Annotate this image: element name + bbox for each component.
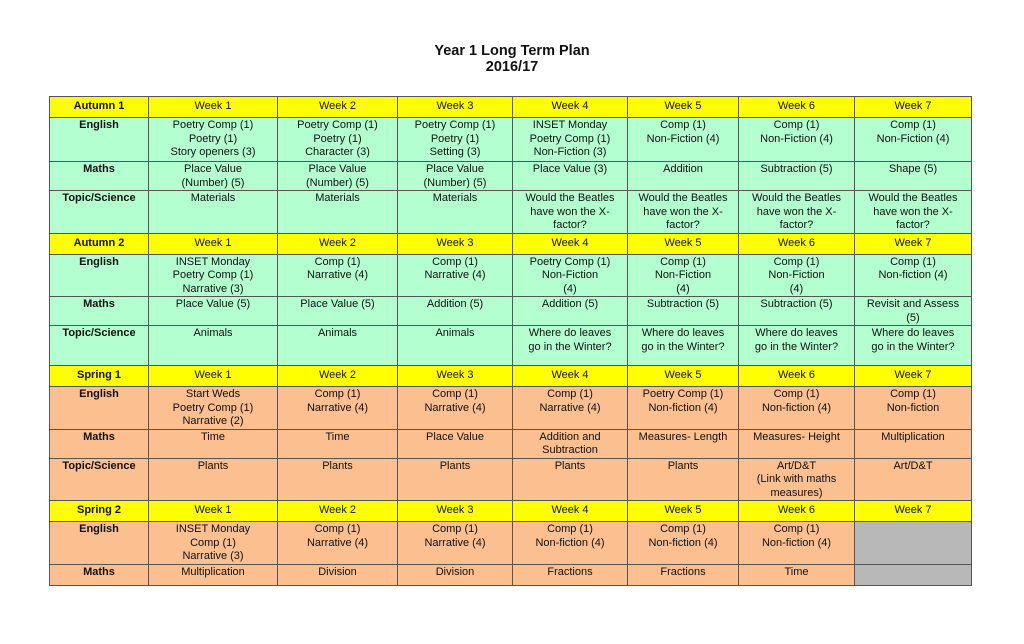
plan-cell: Comp (1) Narrative (4) <box>278 254 398 297</box>
term-header-row <box>50 233 972 254</box>
subject-label: Topic/Science <box>50 458 149 501</box>
subject-row <box>50 326 972 366</box>
plan-cell: Plants <box>149 458 278 501</box>
term-header-row <box>50 366 972 387</box>
plan-cell: Addition <box>628 162 739 191</box>
week-header: Week 6 <box>739 501 855 522</box>
subject-row <box>50 297 972 326</box>
subject-row <box>50 387 972 430</box>
plan-cell: Poetry Comp (1) Poetry (1) Setting (3) <box>398 118 513 162</box>
plan-cell: Fractions <box>628 564 739 585</box>
plan-cell: Comp (1) Non-fiction (4) <box>739 522 855 565</box>
subject-label: English <box>50 387 149 430</box>
plan-cell: Division <box>398 564 513 585</box>
title-block <box>0 43 1024 75</box>
week-header: Week 4 <box>513 366 628 387</box>
plan-cell: Poetry Comp (1) Poetry (1) Character (3) <box>278 118 398 162</box>
week-header: Week 1 <box>149 97 278 118</box>
week-header: Week 5 <box>628 233 739 254</box>
plan-cell: Would the Beatles have won the X- factor? <box>628 191 739 234</box>
week-header: Week 7 <box>855 233 972 254</box>
plan-cell: Materials <box>398 191 513 234</box>
subject-label: Maths <box>50 162 149 191</box>
term-header-row <box>50 501 972 522</box>
plan-cell: Comp (1) Non-fiction (4) <box>628 522 739 565</box>
week-header: Week 7 <box>855 366 972 387</box>
plan-cell: Place Value (5) <box>278 297 398 326</box>
plan-cell: Poetry Comp (1) Non-fiction (4) <box>628 387 739 430</box>
subject-row <box>50 564 972 585</box>
subject-row <box>50 522 972 565</box>
plan-cell: Time <box>149 429 278 458</box>
empty-cell <box>855 522 972 565</box>
empty-cell <box>855 564 972 585</box>
week-header: Week 2 <box>278 501 398 522</box>
week-header: Week 6 <box>739 366 855 387</box>
plan-cell: Plants <box>513 458 628 501</box>
plan-cell: Subtraction (5) <box>739 297 855 326</box>
long-term-plan-table <box>49 96 972 586</box>
term-label: Spring 1 <box>50 366 149 387</box>
plan-cell: Comp (1) Non-Fiction (4) <box>628 254 739 297</box>
week-header: Week 3 <box>398 97 513 118</box>
plan-cell: Comp (1) Narrative (4) <box>398 387 513 430</box>
plan-cell: Shape (5) <box>855 162 972 191</box>
plan-cell: Subtraction (5) <box>628 297 739 326</box>
week-header: Week 7 <box>855 97 972 118</box>
plan-cell: Animals <box>398 326 513 366</box>
plan-cell: Plants <box>628 458 739 501</box>
plan-cell: Place Value (Number) (5) <box>398 162 513 191</box>
term-label: Autumn 1 <box>50 97 149 118</box>
week-header: Week 4 <box>513 501 628 522</box>
subject-row <box>50 458 972 501</box>
plan-cell: Comp (1) Narrative (4) <box>398 522 513 565</box>
week-header: Week 2 <box>278 97 398 118</box>
subject-label: Topic/Science <box>50 326 149 366</box>
week-header: Week 2 <box>278 366 398 387</box>
week-header: Week 2 <box>278 233 398 254</box>
subject-row <box>50 118 972 162</box>
plan-cell: Place Value (Number) (5) <box>278 162 398 191</box>
plan-cell: Addition and Subtraction <box>513 429 628 458</box>
plan-cell: Measures- Length <box>628 429 739 458</box>
plan-cell: Subtraction (5) <box>739 162 855 191</box>
subject-row <box>50 191 972 234</box>
plan-cell: Measures- Height <box>739 429 855 458</box>
plan-cell: Place Value (Number) (5) <box>149 162 278 191</box>
week-header: Week 7 <box>855 501 972 522</box>
plan-cell: Place Value <box>398 429 513 458</box>
plan-cell: Art/D&T <box>855 458 972 501</box>
page-title: Year 1 Long Term Plan <box>434 43 590 59</box>
plan-cell: INSET Monday Poetry Comp (1) Narrative (3) <box>149 254 278 297</box>
plan-cell: Multiplication <box>855 429 972 458</box>
plan-cell: Comp (1) Narrative (4) <box>278 522 398 565</box>
plan-cell: Animals <box>149 326 278 366</box>
plan-cell: Addition (5) <box>398 297 513 326</box>
plan-cell: Animals <box>278 326 398 366</box>
plan-cell: Time <box>278 429 398 458</box>
plan-cell: Comp (1) Non-fiction (4) <box>855 254 972 297</box>
plan-cell: Division <box>278 564 398 585</box>
week-header: Week 6 <box>739 97 855 118</box>
subject-row <box>50 254 972 297</box>
week-header: Week 4 <box>513 233 628 254</box>
subject-label: English <box>50 254 149 297</box>
plan-cell: Comp (1) Narrative (4) <box>398 254 513 297</box>
plan-cell: Comp (1) Narrative (4) <box>513 387 628 430</box>
plan-cell: Comp (1) Narrative (4) <box>278 387 398 430</box>
plan-cell: Poetry Comp (1) Poetry (1) Story openers (3) <box>149 118 278 162</box>
plan-cell: Art/D&T (Link with maths measures) <box>739 458 855 501</box>
page-subtitle: 2016/17 <box>485 59 539 75</box>
week-header: Week 6 <box>739 233 855 254</box>
plan-cell: Place Value (5) <box>149 297 278 326</box>
subject-label: English <box>50 118 149 162</box>
plan-cell: Comp (1) Non-fiction (4) <box>513 522 628 565</box>
plan-cell: Where do leaves go in the Winter? <box>628 326 739 366</box>
week-header: Week 1 <box>149 501 278 522</box>
plan-cell: Time <box>739 564 855 585</box>
plan-cell: Where do leaves go in the Winter? <box>739 326 855 366</box>
week-header: Week 5 <box>628 501 739 522</box>
subject-label: Topic/Science <box>50 191 149 234</box>
week-header: Week 1 <box>149 366 278 387</box>
plan-cell: Comp (1) Non-fiction (4) <box>739 387 855 430</box>
subject-row <box>50 162 972 191</box>
week-header: Week 1 <box>149 233 278 254</box>
week-header: Week 4 <box>513 97 628 118</box>
plan-cell: Would the Beatles have won the X- factor? <box>739 191 855 234</box>
plan-cell: Materials <box>278 191 398 234</box>
subject-label: Maths <box>50 429 149 458</box>
plan-cell: Place Value (3) <box>513 162 628 191</box>
subject-row <box>50 429 972 458</box>
week-header: Week 3 <box>398 233 513 254</box>
plan-cell: Comp (1) Non-Fiction (4) <box>855 118 972 162</box>
plan-cell: Poetry Comp (1) Non-Fiction (4) <box>513 254 628 297</box>
week-header: Week 3 <box>398 501 513 522</box>
plan-cell: Where do leaves go in the Winter? <box>513 326 628 366</box>
plan-cell: Multiplication <box>149 564 278 585</box>
plan-cell: Revisit and Assess (5) <box>855 297 972 326</box>
week-header: Week 3 <box>398 366 513 387</box>
plan-cell: Start Weds Poetry Comp (1) Narrative (2) <box>149 387 278 430</box>
term-label: Spring 2 <box>50 501 149 522</box>
term-label: Autumn 2 <box>50 233 149 254</box>
plan-cell: Addition (5) <box>513 297 628 326</box>
term-header-row <box>50 97 972 118</box>
plan-cell: Materials <box>149 191 278 234</box>
plan-cell: Would the Beatles have won the X- factor? <box>855 191 972 234</box>
plan-cell: Fractions <box>513 564 628 585</box>
subject-label: English <box>50 522 149 565</box>
plan-cell: INSET Monday Poetry Comp (1) Non-Fiction (3) <box>513 118 628 162</box>
plan-cell: Where do leaves go in the Winter? <box>855 326 972 366</box>
plan-cell: Plants <box>278 458 398 501</box>
subject-label: Maths <box>50 564 149 585</box>
plan-cell: Comp (1) Non-Fiction (4) <box>739 118 855 162</box>
plan-cell: Comp (1) Non-Fiction (4) <box>628 118 739 162</box>
week-header: Week 5 <box>628 366 739 387</box>
plan-cell: Plants <box>398 458 513 501</box>
plan-cell: Comp (1) Non-Fiction (4) <box>739 254 855 297</box>
plan-cell: Would the Beatles have won the X- factor? <box>513 191 628 234</box>
week-header: Week 5 <box>628 97 739 118</box>
subject-label: Maths <box>50 297 149 326</box>
plan-cell: INSET Monday Comp (1) Narrative (3) <box>149 522 278 565</box>
plan-cell: Comp (1) Non-fiction <box>855 387 972 430</box>
